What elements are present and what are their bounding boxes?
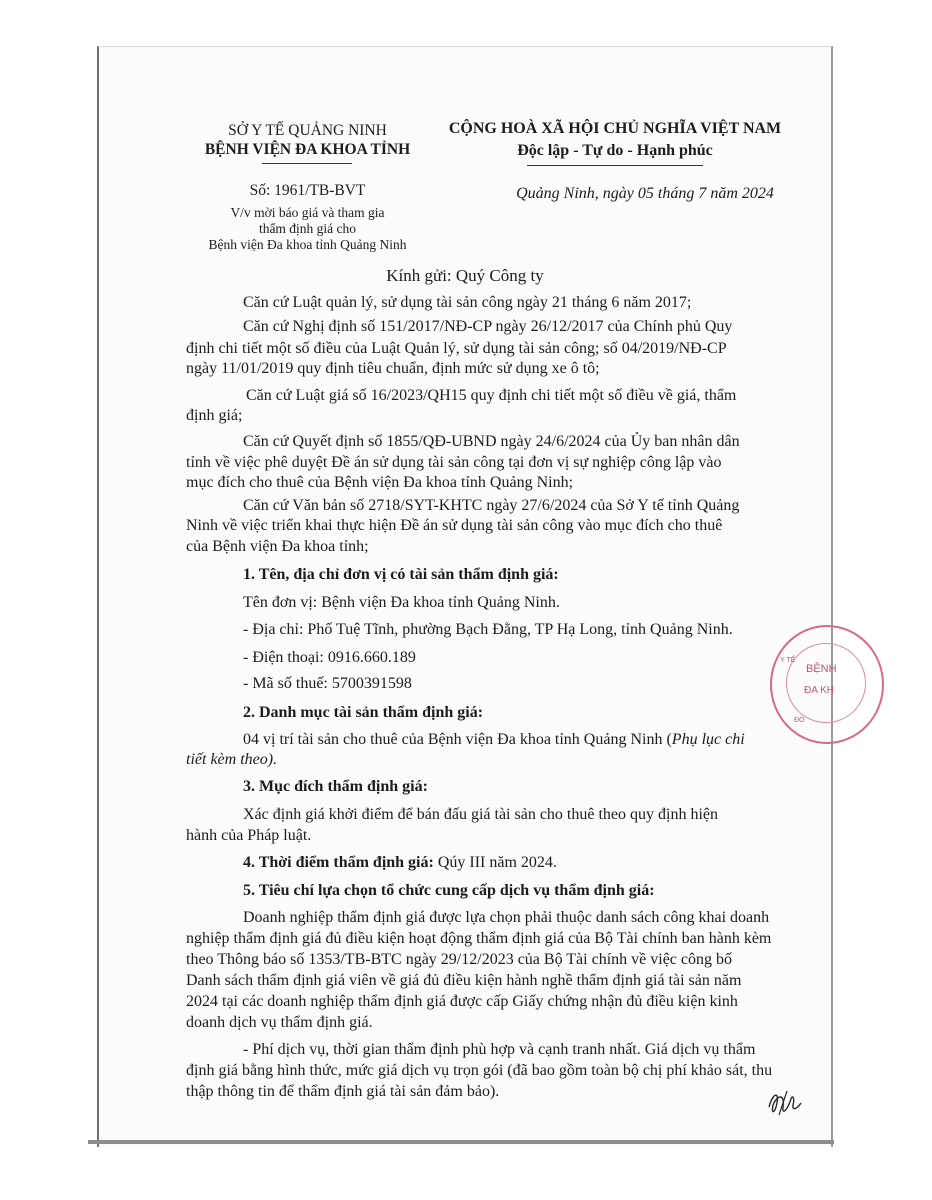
criteria-line: doanh dịch vụ thẩm định giá. bbox=[186, 1014, 373, 1031]
preamble-line: Căn cứ Luật quản lý, sử dụng tài sản công ngày 21 tháng 6 năm 2017; bbox=[243, 294, 692, 311]
section-4-line: 4. Thời điểm thẩm định giá: Qúy III năm 2024. bbox=[243, 854, 557, 871]
fee-line: - Phí dịch vụ, thời gian thẩm định phù hợp và cạnh tranh nhất. Giá dịch vụ thẩm bbox=[243, 1041, 756, 1058]
preamble-line: Căn cứ Nghị định số 151/2017/NĐ-CP ngày 26/12/2017 của Chính phủ Quy bbox=[243, 318, 733, 335]
motto: Độc lập - Tự do - Hạnh phúc bbox=[517, 142, 713, 159]
preamble-line: Căn cứ Văn bản số 2718/SYT-KHTC ngày 27/6/2024 của Sở Y tế tỉnh Quảng bbox=[243, 497, 740, 514]
preamble-line: tỉnh về việc phê duyệt Đề án sử dụng tài sản công tại đơn vị sự nghiệp công lập vào bbox=[186, 454, 722, 471]
stamp-text: ĐA KH bbox=[804, 685, 835, 696]
unit-address: - Địa chỉ: Phố Tuệ Tĩnh, phường Bạch Đằng, TP Hạ Long, tỉnh Quảng Ninh. bbox=[243, 621, 733, 638]
org-parent: SỞ Y TẾ QUẢNG NINH bbox=[228, 122, 387, 139]
red-seal-stamp bbox=[770, 625, 884, 744]
place-date: Quảng Ninh, ngày 05 tháng 7 năm 2024 bbox=[516, 185, 774, 202]
stamp-text: Y TẾ bbox=[780, 657, 796, 664]
page-edge bbox=[88, 1140, 834, 1144]
fee-line: thập thông tin để thẩm định giá tài sản đảm bảo). bbox=[186, 1083, 500, 1100]
doc-number: Số: 1961/TB-BVT bbox=[249, 182, 366, 199]
motto-underline bbox=[527, 165, 703, 166]
criteria-line: nghiệp thẩm định giá đủ điều kiện hoạt động thẩm định giá của Bộ Tài chính ban hành kèm bbox=[186, 930, 772, 947]
stamp-text: BỆNH bbox=[806, 663, 837, 675]
unit-tax-code: - Mã số thuế: 5700391598 bbox=[243, 675, 412, 692]
asset-list-line: tiết kèm theo). bbox=[186, 751, 278, 768]
criteria-line: Doanh nghiệp thẩm định giá được lựa chọn phải thuộc danh sách công khai doanh bbox=[243, 909, 770, 926]
fee-line: định giá bằng hình thức, mức giá dịch vụ trọn gói (đã bao gồm toàn bộ chị phí khảo sát, thu bbox=[186, 1062, 773, 1079]
criteria-line: 2024 tại các doanh nghiệp thẩm định giá được cấp Giấy chứng nhận đủ điều kiện kinh bbox=[186, 993, 738, 1010]
org-name: BỆNH VIỆN ĐA KHOA TỈNH bbox=[204, 141, 411, 158]
criteria-line: Danh sách thẩm định giá viên về giá đủ điều kiện hành nghề thẩm định giá tài sản năm bbox=[186, 972, 742, 989]
section-5-heading: 5. Tiêu chí lựa chọn tổ chức cung cấp dịch vụ thẩm định giá: bbox=[243, 882, 655, 899]
salutation: Kính gửi: Quý Công ty bbox=[386, 266, 544, 285]
stamp-text: ĐÔ bbox=[794, 717, 805, 724]
section-3-heading: 3. Mục đích thẩm định giá: bbox=[243, 778, 428, 795]
section-2-heading: 2. Danh mục tài sản thẩm định giá: bbox=[243, 704, 484, 721]
preamble-line: Ninh về việc triển khai thực hiện Đề án sử dụng tài sản công vào mục đích cho thuê bbox=[186, 517, 723, 534]
preamble-line: định chi tiết một số điều của Luật Quản lý, sử dụng tài sản công; số 04/2019/NĐ-CP bbox=[186, 340, 727, 357]
preamble-line: định giá; bbox=[186, 407, 243, 424]
purpose-line: Xác định giá khởi điểm để bán đấu giá tài sản cho thuê theo quy định hiện bbox=[243, 806, 719, 823]
preamble-line: của Bệnh viện Đa khoa tỉnh; bbox=[186, 538, 369, 555]
purpose-line: hành của Pháp luật. bbox=[186, 827, 312, 844]
preamble-line: mục đích cho thuê của Bệnh viện Đa khoa tỉnh Quảng Ninh; bbox=[186, 474, 574, 491]
preamble-line: Căn cứ Quyết định số 1855/QĐ-UBND ngày 24/6/2024 của Ủy ban nhân dân bbox=[243, 433, 740, 450]
criteria-line: theo Thông báo số 1353/TB-BTC ngày 29/12/2023 của Bộ Tài chính về việc công bố bbox=[186, 951, 732, 968]
nation-title: CỘNG HOÀ XÃ HỘI CHỦ NGHĨA VIỆT NAM bbox=[448, 120, 782, 137]
subject-line-2: thẩm định giá cho bbox=[258, 221, 357, 236]
initials-signature-icon bbox=[765, 1085, 805, 1121]
preamble-line: Căn cứ Luật giá số 16/2023/QH15 quy định chi tiết một số điều về giá, thẩm bbox=[246, 387, 737, 404]
stamp-inner-ring bbox=[786, 643, 866, 723]
subject-line-3: Bệnh viện Đa khoa tỉnh Quảng Ninh bbox=[208, 237, 407, 252]
unit-name: Tên đơn vị: Bệnh viện Đa khoa tỉnh Quảng Ninh. bbox=[243, 594, 560, 611]
asset-list-line: 04 vị trí tài sản cho thuê của Bệnh viện Đa khoa tỉnh Quảng Ninh (Phụ lục chi bbox=[243, 731, 745, 748]
section-1-heading: 1. Tên, địa chỉ đơn vị có tài sản thẩm định giá: bbox=[243, 566, 559, 583]
preamble-line: ngày 11/01/2019 quy định tiêu chuẩn, định mức sử dụng xe ô tô; bbox=[186, 360, 600, 377]
unit-phone: - Điện thoại: 0916.660.189 bbox=[243, 649, 416, 666]
org-underline bbox=[262, 163, 352, 164]
subject-line-1: V/v mời báo giá và tham gia bbox=[230, 205, 385, 220]
